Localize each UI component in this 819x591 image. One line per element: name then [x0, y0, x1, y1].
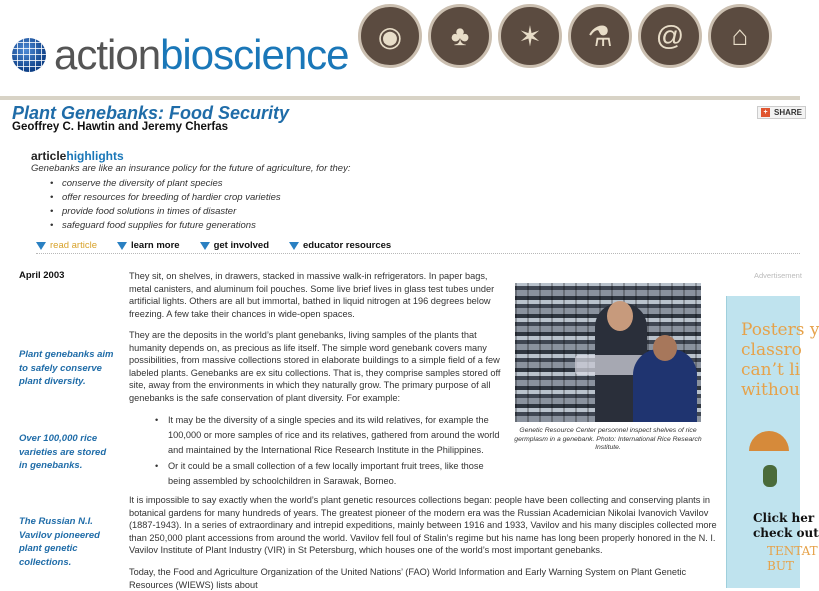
text-line: freezing. A few take their chances in wide-open spaces.: [129, 308, 355, 319]
page-title: Plant Genebanks: Food Security: [12, 103, 290, 123]
body-bullets: [153, 413, 505, 490]
nav-read-article[interactable]: [36, 240, 97, 251]
globe-icon: [12, 38, 46, 72]
article-authors: Geoffrey C. Hawtin and Jeremy Cherfas: [12, 121, 229, 133]
text-line: They are the deposits in the world’s plant genebanks, living samples of the plants that: [129, 330, 477, 340]
highlights-heading: [31, 149, 124, 163]
bullet-item: • Or it could be a small collection of a few locally important fruit trees, like those being assembled by schoolchildren in Sarawak, Borneo.: [153, 459, 505, 489]
nav-learn-more[interactable]: [117, 240, 180, 251]
genebank-photo: [515, 283, 701, 422]
pullquote: The Russian N.I. Vavilov pioneered plant genetic collections.: [19, 516, 100, 568]
ad-cta[interactable]: [753, 511, 819, 541]
share-icon: +: [761, 108, 770, 117]
article-date: April 2003: [19, 270, 65, 281]
body-paragraph-2: [129, 329, 500, 405]
share-button[interactable]: [757, 106, 806, 119]
text-line: (1887-1943). In a series of extraordinary and intrepid expeditions, mainly between 1916 and 1933, Vavilov and his many disciples collected more: [129, 520, 717, 531]
text-line: artificial lights. Others are all but immortal, bathed in liquid nitrogen at 196 degrees below: [129, 296, 491, 307]
capitol-icon[interactable]: ⌂: [708, 4, 772, 68]
ad-headline: [741, 320, 819, 400]
ad-text-line: BUT: [767, 559, 794, 573]
ad-tagline: [767, 544, 818, 574]
advertisement-banner[interactable]: [726, 296, 819, 588]
text-line: Resources (WIEWS) lists about: [129, 579, 258, 590]
header-divider: [0, 96, 800, 100]
text-line: than 250,000 plant accessions from around the world. Vavilov fell foul of Stalin’s regime but his name has long been properly honored in the N. I.: [129, 532, 716, 543]
site-header: [0, 0, 800, 98]
text-line: Today, the Food and Agriculture Organization of the United Nations’ (FAO) World Information and Early Warning System on Plant Genetic: [129, 567, 687, 577]
nav-label: learn more: [131, 240, 180, 251]
highlights-heading-article: article: [31, 149, 67, 163]
bullet-item: • It may be the diversity of a single species and its wild relatives, for example the 100,000 or more samples of rice and its relatives, gathered from around the world and maintained by the International Rice Research Institute in the Philippines.: [153, 413, 505, 458]
tiger-icon[interactable]: ◉: [358, 4, 422, 68]
text-line: possibilities, from massive collections stored in elaborate buildings to a simple field of a few: [129, 355, 500, 366]
nav-educator-resources[interactable]: [289, 240, 391, 251]
highlights-intro: Genebanks are like an insurance policy for the future of agriculture, for they:: [31, 163, 351, 174]
highlight-item: • offer resources for breeding of hardier crop varieties: [50, 191, 281, 205]
triangle-down-icon: [36, 242, 46, 250]
nav-label: get involved: [213, 240, 270, 251]
text-line: They sit, on shelves, in drawers, stacked in massive walk-in refrigerators. In paper bags,: [129, 271, 488, 281]
ad-text-line: withou: [741, 380, 800, 400]
plant-icon[interactable]: ♣: [428, 4, 492, 68]
brand-part-bioscience: bioscience: [160, 31, 349, 78]
article-nav: [36, 240, 411, 251]
shell-icon[interactable]: @: [638, 4, 702, 68]
nav-label: read article: [50, 240, 97, 251]
triangle-down-icon: [200, 242, 210, 250]
photo-caption: Genetic Resource Center personnel inspect shelves of rice germplasm in a genebank. Photo: International Rice Research Institute.: [514, 427, 702, 451]
pullquote: Plant genebanks aim to safely conserve plant diversity.: [19, 349, 114, 387]
text-line: genebanks is the safe conservation of plant diversity. For example:: [129, 392, 401, 403]
text-line: humanity depends on, as precious as life itself. The simple word genebank covers many: [129, 342, 487, 353]
pullquote: Over 100,000 rice varieties are stored in genebanks.: [19, 433, 107, 471]
parachute-icon: [749, 431, 789, 491]
text-line: labeled plants. Genebanks are ex situ collections. That is, they comprise samples stored off: [129, 367, 501, 378]
nav-get-involved[interactable]: [200, 240, 269, 251]
brand-part-action: action: [54, 31, 161, 78]
highlights-heading-highlights: highlights: [66, 149, 124, 163]
site-logo[interactable]: [12, 30, 349, 80]
body-paragraph-1: [129, 270, 494, 320]
triangle-down-icon: [117, 242, 127, 250]
triangle-down-icon: [289, 242, 299, 250]
nav-divider: [36, 253, 800, 254]
ad-text-line: check out: [753, 526, 819, 540]
section-icons: [358, 4, 772, 68]
ad-label: Advertisement: [754, 271, 802, 280]
body-paragraph-4: [129, 566, 686, 591]
text-line: Vavilov Institute of Plant Industry (VIR) in St Petersburg, which houses one of the world’s most important genebanks.: [129, 545, 603, 556]
flask-icon[interactable]: ⚗: [568, 4, 632, 68]
ad-text-line: classro: [741, 340, 802, 360]
highlight-item: • conserve the diversity of plant species: [50, 177, 281, 191]
text-line: site, away from the environments in which they naturally grow. The primary purpose of all: [129, 380, 491, 391]
photo-face: [607, 301, 633, 331]
ad-text-line: can’t li: [741, 360, 801, 380]
ad-text-line: Click her: [753, 511, 815, 525]
nav-label: educator resources: [303, 240, 392, 251]
highlight-item: • safeguard food supplies for future generations: [50, 219, 281, 233]
body-paragraph-3: [129, 494, 717, 557]
ad-text-line: TENTAT: [767, 544, 818, 558]
photo-face: [653, 335, 677, 361]
ad-text-line: Posters y: [741, 320, 819, 340]
tree-icon[interactable]: ✶: [498, 4, 562, 68]
share-label: SHARE: [774, 108, 803, 117]
highlights-list: [50, 177, 281, 233]
highlight-item: • provide food solutions in times of disaster: [50, 205, 281, 219]
text-line: botanical gardens for many hundreds of years. The greatest pioneer of the modern era was the Russian Academician Nikolai Ivanovich Vavilov: [129, 507, 709, 518]
text-line: metal canisters, and aluminum foil pouches. Some live brief lives in glass test tubes under: [129, 283, 495, 294]
text-line: It is impossible to say exactly when the world’s plant genetic resources collections began: people have been collecting and conserving plants in: [129, 495, 711, 505]
